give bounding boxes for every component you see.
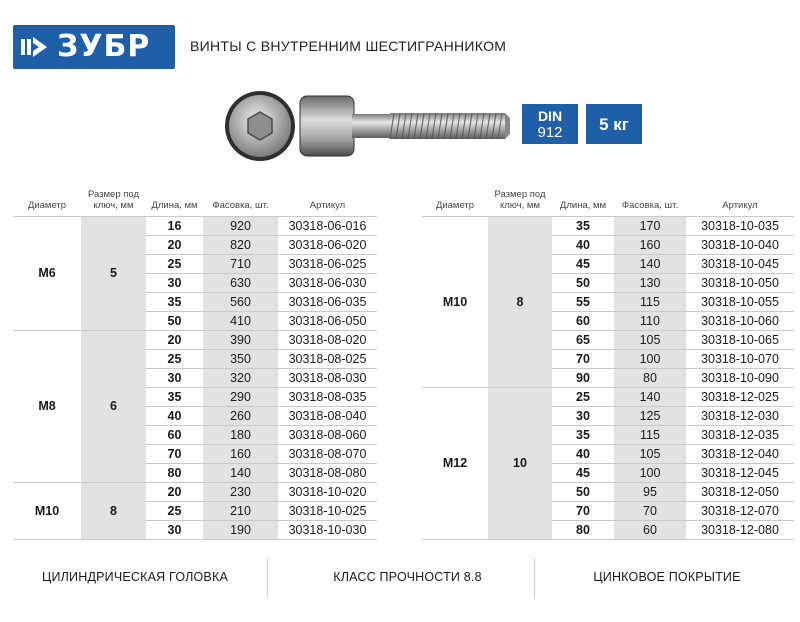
table-row [13,330,377,349]
feature-cylinder-head: ЦИЛИНДРИЧЕСКАЯ ГОЛОВКА [42,570,228,584]
din-number: 912 [537,123,563,141]
length-cell: 30 [146,368,203,387]
key-size-cell: 5 [81,216,146,330]
article-cell: 30318-10-035 [686,216,794,235]
table-row [422,387,794,406]
length-cell: 65 [552,330,614,349]
col-length: Длина, мм [151,199,198,211]
packing-cell: 350 [203,349,278,368]
article-cell: 30318-12-025 [686,387,794,406]
din-badge [522,104,578,144]
key-size-cell: 8 [488,216,552,387]
length-cell: 20 [146,482,203,501]
length-cell: 16 [146,216,203,235]
packing-cell: 110 [614,311,686,330]
diameter-cell: M10 [13,482,81,539]
length-cell: 80 [146,463,203,482]
packing-cell: 260 [203,406,278,425]
col-diameter: Диаметр [435,199,475,211]
length-cell: 70 [552,501,614,520]
article-cell: 30318-06-030 [278,273,377,292]
length-cell: 25 [146,501,203,520]
length-cell: 25 [552,387,614,406]
article-cell: 30318-12-030 [686,406,794,425]
col-packing: Фасовка, шт. [621,199,679,211]
table-row [422,216,794,235]
col-diameter: Диаметр [27,199,67,211]
length-cell: 70 [146,444,203,463]
table-row [13,216,377,235]
weight-badge: 5 кг [586,104,642,144]
length-cell: 40 [552,235,614,254]
article-cell: 30318-10-050 [686,273,794,292]
features-bar [0,558,800,598]
article-cell: 30318-08-035 [278,387,377,406]
length-cell: 20 [146,330,203,349]
length-cell: 20 [146,235,203,254]
table-header-row [13,184,377,216]
length-cell: 35 [146,387,203,406]
packing-cell: 105 [614,444,686,463]
brand-logo [13,25,175,69]
article-cell: 30318-06-020 [278,235,377,254]
brand-name: ЗУБР [57,29,151,64]
length-cell: 55 [552,292,614,311]
screw-illustration [222,88,512,163]
length-cell: 50 [552,482,614,501]
length-cell: 80 [552,520,614,539]
packing-cell: 140 [614,254,686,273]
article-cell: 30318-10-055 [686,292,794,311]
spec-table-left [13,184,377,540]
packing-cell: 410 [203,311,278,330]
article-cell: 30318-06-035 [278,292,377,311]
packing-cell: 320 [203,368,278,387]
length-cell: 25 [146,349,203,368]
article-cell: 30318-08-060 [278,425,377,444]
packing-cell: 390 [203,330,278,349]
diameter-cell: M12 [422,387,488,539]
packing-cell: 140 [614,387,686,406]
length-cell: 60 [146,425,203,444]
table-body [13,216,377,539]
article-cell: 30318-10-025 [278,501,377,520]
packing-cell: 115 [614,425,686,444]
packing-cell: 170 [614,216,686,235]
article-cell: 30318-10-040 [686,235,794,254]
feature-zinc-coating: ЦИНКОВОЕ ПОКРЫТИЕ [593,570,741,584]
packing-cell: 140 [203,463,278,482]
brand-arrow-icon [21,33,49,61]
length-cell: 50 [146,311,203,330]
length-cell: 60 [552,311,614,330]
article-cell: 30318-06-016 [278,216,377,235]
col-key-size: Размер под ключ, мм [494,188,546,211]
article-cell: 30318-12-070 [686,501,794,520]
col-packing: Фасовка, шт. [212,199,269,211]
key-size-cell: 6 [81,330,146,482]
article-cell: 30318-08-030 [278,368,377,387]
packing-cell: 710 [203,254,278,273]
packing-cell: 125 [614,406,686,425]
article-cell: 30318-10-020 [278,482,377,501]
packing-cell: 115 [614,292,686,311]
article-cell: 30318-10-065 [686,330,794,349]
col-article: Артикул [309,199,346,211]
key-size-cell: 10 [488,387,552,539]
packing-cell: 190 [203,520,278,539]
packing-cell: 920 [203,216,278,235]
article-cell: 30318-08-070 [278,444,377,463]
packing-cell: 180 [203,425,278,444]
article-cell: 30318-10-030 [278,520,377,539]
article-cell: 30318-10-090 [686,368,794,387]
table-header-row [422,184,794,216]
length-cell: 70 [552,349,614,368]
length-cell: 50 [552,273,614,292]
col-length: Длина, мм [559,199,607,211]
packing-cell: 290 [203,387,278,406]
divider [267,558,268,598]
length-cell: 45 [552,254,614,273]
key-size-cell: 8 [81,482,146,539]
packing-cell: 100 [614,463,686,482]
length-cell: 30 [146,273,203,292]
packing-cell: 160 [614,235,686,254]
packing-cell: 230 [203,482,278,501]
packing-cell: 820 [203,235,278,254]
packing-cell: 100 [614,349,686,368]
length-cell: 45 [552,463,614,482]
packing-cell: 210 [203,501,278,520]
article-cell: 30318-10-045 [686,254,794,273]
col-key-size: Размер под ключ, мм [87,188,140,211]
article-cell: 30318-08-040 [278,406,377,425]
length-cell: 35 [552,216,614,235]
article-cell: 30318-12-045 [686,463,794,482]
divider [534,558,535,598]
packing-cell: 560 [203,292,278,311]
article-cell: 30318-06-050 [278,311,377,330]
packing-cell: 95 [614,482,686,501]
col-article: Артикул [722,199,758,211]
table-row [13,482,377,501]
packing-cell: 70 [614,501,686,520]
length-cell: 25 [146,254,203,273]
packing-cell: 160 [203,444,278,463]
spec-table-right [422,184,794,540]
article-cell: 30318-12-050 [686,482,794,501]
feature-strength-class: КЛАСС ПРОЧНОСТИ 8.8 [333,570,482,584]
length-cell: 30 [146,520,203,539]
article-cell: 30318-08-020 [278,330,377,349]
packing-cell: 60 [614,520,686,539]
article-cell: 30318-12-080 [686,520,794,539]
article-cell: 30318-12-040 [686,444,794,463]
packing-cell: 105 [614,330,686,349]
length-cell: 35 [552,425,614,444]
diameter-cell: M8 [13,330,81,482]
diameter-cell: M6 [13,216,81,330]
packing-cell: 130 [614,273,686,292]
packing-cell: 630 [203,273,278,292]
length-cell: 35 [146,292,203,311]
length-cell: 90 [552,368,614,387]
article-cell: 30318-10-070 [686,349,794,368]
length-cell: 40 [146,406,203,425]
page-title: ВИНТЫ С ВНУТРЕННИМ ШЕСТИГРАННИКОМ [190,38,507,54]
article-cell: 30318-08-025 [278,349,377,368]
din-label: DIN [537,107,563,124]
article-cell: 30318-06-025 [278,254,377,273]
article-cell: 30318-08-080 [278,463,377,482]
diameter-cell: M10 [422,216,488,387]
article-cell: 30318-12-035 [686,425,794,444]
length-cell: 30 [552,406,614,425]
table-body [422,216,794,539]
article-cell: 30318-10-060 [686,311,794,330]
packing-cell: 80 [614,368,686,387]
length-cell: 40 [552,444,614,463]
